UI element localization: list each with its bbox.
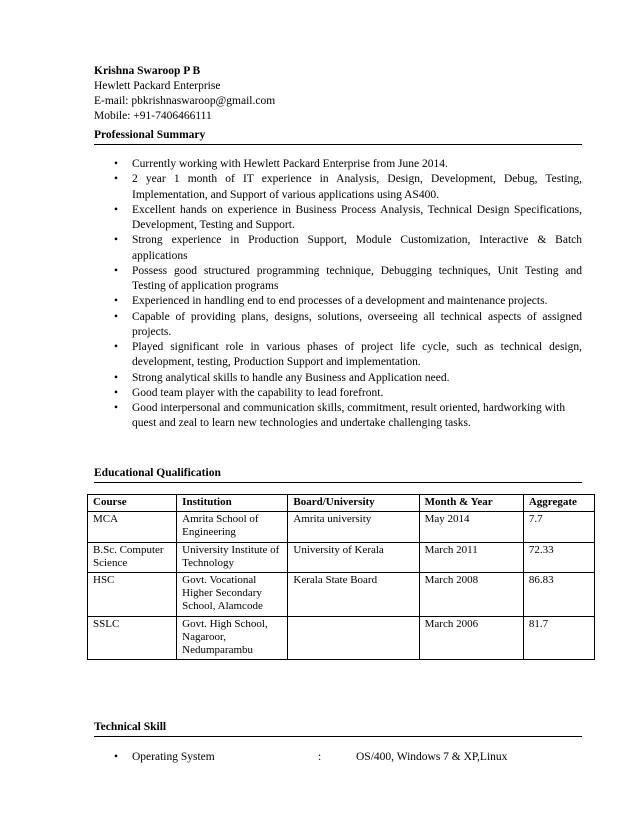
table-cell: Amrita School of Engineering xyxy=(177,512,288,542)
table-cell: 86.83 xyxy=(523,573,594,617)
list-item: • Experienced in handling end to end processes of a development and maintenance projects. xyxy=(94,294,582,309)
bullet-icon: • xyxy=(114,751,119,763)
education-heading: Educational Qualification xyxy=(94,467,221,479)
table-cell: 72.33 xyxy=(523,542,594,572)
bullet-icon: • xyxy=(114,158,119,170)
table-cell: University of Kerala xyxy=(288,542,419,572)
list-item: • Currently working with Hewlett Packard Enterprise from June 2014. xyxy=(94,157,582,172)
summary-divider xyxy=(94,144,582,145)
company-name: Hewlett Packard Enterprise xyxy=(94,80,221,92)
table-cell: University Institute of Technology xyxy=(177,542,288,572)
skills-heading: Technical Skill xyxy=(94,721,167,733)
skill-value: OS/400, Windows 7 & XP,Linux xyxy=(356,751,508,763)
bullet-icon: • xyxy=(114,386,119,399)
email-line: E-mail: pbkrishnaswaroop@gmail.com xyxy=(94,95,276,107)
table-cell: Kerala State Board xyxy=(288,573,419,617)
bullet-icon: • xyxy=(114,234,119,247)
table-row xyxy=(88,512,595,542)
table-cell: May 2014 xyxy=(419,512,523,542)
mobile-line: Mobile: +91-7406466111 xyxy=(94,110,212,122)
table-cell: B.Sc. Computer Science xyxy=(88,542,177,572)
column-header-course: Course xyxy=(88,495,177,512)
table-cell: March 2008 xyxy=(419,573,523,617)
candidate-name: Krishna Swaroop P B xyxy=(94,65,201,77)
table-cell: Govt. Vocational Higher Secondary School, Alamcode xyxy=(177,573,288,617)
bullet-icon: • xyxy=(114,295,119,308)
column-header-month-year: Month & Year xyxy=(419,495,523,512)
bullet-icon: • xyxy=(114,173,119,186)
table-header-row xyxy=(88,495,595,512)
list-item: • Excellent hands on experience in Business Process Analysis, Technical Design Specifications, Development, Testing and Support. xyxy=(114,203,582,231)
table-cell: HSC xyxy=(88,573,177,617)
list-item: • 2 year 1 month of IT experience in Analysis, Design, Development, Debug, Testing, Implementation, and Support of various applications using AS400. xyxy=(114,173,582,201)
table-cell: March 2006 xyxy=(419,616,523,660)
bullet-icon: • xyxy=(114,203,119,216)
list-item: • Played significant role in various phases of project life cycle, such as technical design, development, testing, Production Support and implementation. xyxy=(114,341,582,369)
skill-label: Operating System xyxy=(132,751,215,763)
bullet-icon: • xyxy=(114,371,119,384)
bullet-icon: • xyxy=(114,341,119,354)
education-table xyxy=(87,494,595,660)
column-header-aggregate: Aggregate xyxy=(523,495,594,512)
table-cell: March 2011 xyxy=(419,542,523,572)
column-header-institution: Institution xyxy=(177,495,288,512)
column-header-board: Board/University xyxy=(288,495,419,512)
table-row xyxy=(88,573,595,617)
table-cell: MCA xyxy=(88,512,177,542)
table-cell: Amrita university xyxy=(288,512,419,542)
table-cell: Govt. High School, Nagaroor, Nedumparambu xyxy=(177,616,288,660)
list-item: • Strong analytical skills to handle any Business and Application need. xyxy=(94,371,582,386)
list-item: • Capable of providing plans, designs, solutions, overseeing all technical aspects of assigned projects. xyxy=(114,310,582,338)
contact-header xyxy=(94,64,275,124)
list-item: • Strong experience in Production Support, Module Customization, Interactive & Batch applications xyxy=(114,234,582,262)
bullet-icon: • xyxy=(114,402,119,415)
table-cell: SSLC xyxy=(88,616,177,660)
table-cell: 7.7 xyxy=(523,512,594,542)
education-divider xyxy=(94,482,582,483)
table-cell xyxy=(288,616,419,660)
summary-list xyxy=(94,157,582,432)
table-row xyxy=(88,542,595,572)
skill-separator: : xyxy=(318,751,322,763)
table-row xyxy=(88,616,595,660)
list-item: • Good team player with the capability to lead forefront. xyxy=(94,386,582,401)
bullet-icon: • xyxy=(114,310,119,323)
list-item: • Good interpersonal and communication skills, commitment, result oriented, hardworking with quest and zeal to learn new technologies and undertake challenging tasks. xyxy=(114,402,566,430)
list-item: • Possess good structured programming technique, Debugging techniques, Unit Testing and Testing of application programs xyxy=(114,264,582,292)
summary-heading: Professional Summary xyxy=(94,129,206,141)
table-cell: 81.7 xyxy=(523,616,594,660)
bullet-icon: • xyxy=(114,264,119,277)
skills-divider xyxy=(94,736,582,737)
